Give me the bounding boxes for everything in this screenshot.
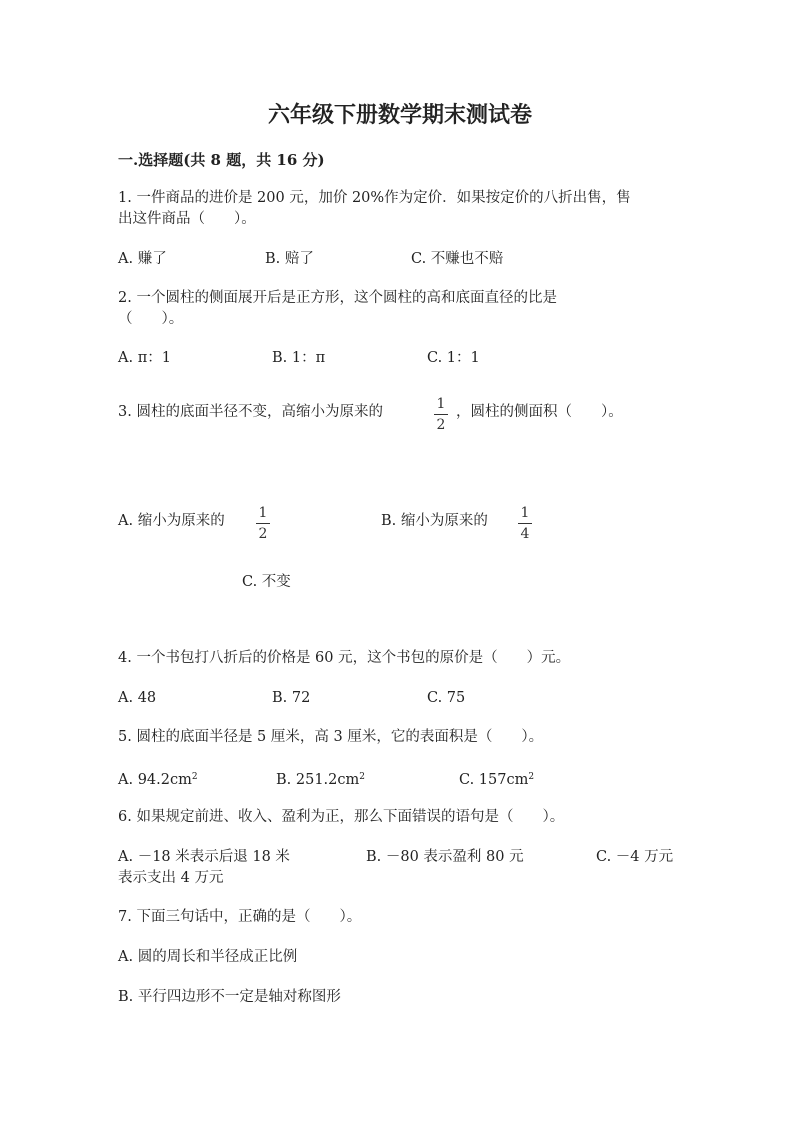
question-7-option-b: B. 平行四边形不一定是轴对称图形 [118,989,341,1005]
fraction-denominator: 4 [520,526,530,542]
question-5-line-1: 5. 圆柱的底面半径是 5 厘米，高 3 厘米，它的表面积是（ ）。 [118,729,544,745]
question-3-option-a: A. 缩小为原来的 [118,513,225,529]
unit-superscript: 2 [359,772,365,782]
question-1-option-c: C. 不赚也不赔 [411,251,504,267]
question-6-option-b: B. －80 表示盈利 80 元 [366,849,524,865]
question-4-option-b: B. 72 [272,690,311,706]
question-3-option-b-fraction [517,505,533,542]
question-2-line-1: 2. 一个圆柱的侧面展开后是正方形，这个圆柱的高和底面直径的比是 [118,290,557,306]
fraction-numerator: 1 [436,396,446,412]
fraction-bar [518,523,532,524]
question-2-line-2: （ ）。 [118,311,184,327]
page-title: 六年级下册数学期末测试卷 [267,102,532,128]
question-5-option-a [118,767,198,790]
question-1-option-b: B. 赔了 [265,251,314,267]
question-5-option-b [276,767,365,790]
fraction-denominator: 2 [258,526,268,542]
question-6-line-1: 6. 如果规定前进、收入、盈利为正，那么下面错误的语句是（ ）。 [118,809,565,825]
question-1-option-a: A. 赚了 [118,251,167,267]
fraction-bar [434,414,448,415]
fraction-denominator: 2 [436,417,446,433]
question-1-line-1: 1. 一件商品的进价是 200 元，加价 20%作为定价．如果按定价的八折出售，售 [118,190,631,206]
option-text: A. 94.2cm [118,772,192,788]
question-3-option-c: C. 不变 [242,574,291,590]
question-6-option-c-continued: 表示支出 4 万元 [118,870,224,886]
question-5-option-c [459,767,534,790]
fraction-numerator: 1 [258,505,268,521]
question-3-fraction [433,396,449,433]
question-1-line-2: 出这件商品（ ）。 [118,211,256,227]
question-4-line-1: 4. 一个书包打八折后的价格是 60 元，这个书包的原价是（ ）元。 [118,650,571,666]
question-7-line-1: 7. 下面三句话中，正确的是（ ）。 [118,909,362,925]
unit-superscript: 2 [191,772,198,782]
question-3-text-pre: 3. 圆柱的底面半径不变，高缩小为原来的 [118,404,383,420]
question-2-option-a: A. π：1 [118,350,171,366]
question-3-option-a-fraction [255,505,271,542]
question-3-option-b: B. 缩小为原来的 [381,513,488,529]
question-7-option-a: A. 圆的周长和半径成正比例 [118,949,298,965]
section-heading: 一.选择题(共 8 题，共 16 分) [118,151,325,169]
question-3-text-post: ，圆柱的侧面积（ ）。 [456,404,623,420]
option-text: C. 157cm [459,772,529,788]
question-4-option-c: C. 75 [427,690,466,706]
question-4-option-a: A. 48 [118,690,157,706]
fraction-numerator: 1 [520,505,530,521]
option-text: B. 251.2cm [276,772,360,788]
question-6-option-c: C. －4 万元 [596,849,674,865]
unit-superscript: 2 [528,772,535,782]
fraction-bar [256,523,270,524]
question-2-option-b: B. 1：π [272,350,326,366]
question-2-option-c: C. 1：1 [427,350,480,366]
question-6-option-a: A. －18 米表示后退 18 米 [118,849,290,865]
